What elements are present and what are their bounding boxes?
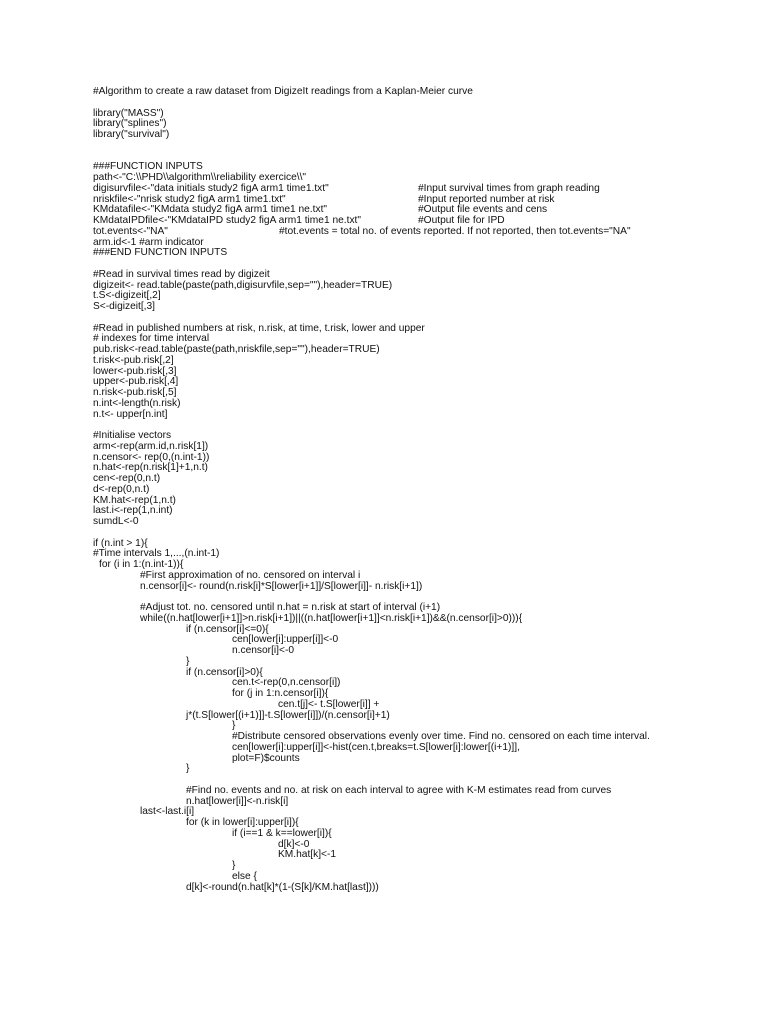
code-line [93,141,743,152]
code-line [93,410,743,421]
code-text: if (n.int > 1){ [93,537,148,549]
code-text: if (n.censor[i]<=0){ [186,623,269,635]
code-line [93,517,743,528]
code-text: } [232,720,236,732]
code-line [93,818,743,829]
code-text: # indexes for time interval [93,333,210,345]
code-text: if (n.censor[i]>0){ [186,666,263,678]
code-line [93,872,743,883]
code-text: sumdL<-0 [93,516,139,527]
code-line [93,506,743,517]
code-line [93,850,743,861]
code-line [93,764,743,775]
code-line [93,754,743,765]
code-text: n.t<- upper[n.int] [93,408,168,420]
code-text: #Read in published numbers at risk, n.risk, at time, t.risk, lower and upper [93,322,425,334]
code-line [93,291,743,302]
code-text: n.censor[i]<- round(n.risk[i]*S[lower[i+1]]/S[lower[i]]- n.risk[i+1]) [140,580,423,592]
code-text: n.censor[i]<-0 [232,645,295,656]
code-line [93,248,743,259]
code-line [93,614,743,625]
code-line [93,474,743,485]
inline-comment: #Output file events and cens [418,204,548,216]
code-text: for (i in 1:(n.int-1)){ [99,559,184,570]
code-text: KM.hat<-rep(1,n.t) [93,494,176,506]
code-line [93,711,743,722]
code-line [93,377,743,388]
inline-comment: #Input reported number at risk [418,193,555,205]
code-text: cen.t<-rep(0,n.censor[i]) [232,677,341,689]
code-line [93,356,743,367]
code-text: for (j in 1:n.censor[i]){ [232,688,329,699]
code-text: n.hat<-rep(n.risk[1]+1,n.t) [93,462,208,474]
code-text: #Initialise vectors [93,430,172,441]
code-text: } [232,860,236,871]
code-text: t.S<-digizeit[,2] [93,290,161,302]
code-line [93,657,743,668]
code-text: library("splines") [93,118,167,130]
code-text: S<-digizeit[,3] [93,301,156,312]
code-text: } [186,655,190,667]
code-text: path<-"C:\\PHD\\algorithm\\reliability exercice\\" [93,172,307,183]
code-text: cen[lower[i]:upper[i]]<-0 [232,634,339,646]
code-text: cen<-rep(0,n.t) [93,473,161,484]
code-text: cen.t[j]<- t.S[lower[i]] + [278,698,380,710]
code-text: digisurvfile<-"data initials study2 figA arm1 time1.txt" [93,182,329,194]
code-line [93,87,743,98]
code-text: KMdatafile<-"KMdata study2 figA arm1 time1 ne.txt" [93,204,328,216]
code-line [93,184,743,195]
code-text: lower<-pub.risk[,3] [93,365,177,377]
code-text: for (k in lower[i]:upper[i]){ [186,817,299,828]
code-text: d[k]<-round(n.hat[k]*(1-(S[k]/KM.hat[last]))) [186,881,379,893]
code-text: while((n.hat[lower[i+1]]>n.risk[i+1])||((n.hat[lower[i+1]]<n.risk[i+1])&&(n.censor[i]>0))){ [140,612,523,624]
code-line [93,829,743,840]
code-text: #Read in survival times read by digizeit [93,268,270,280]
inline-comment: #Output file for IPD [418,215,505,226]
code-line [93,302,743,313]
code-line [93,625,743,636]
code-text: d[k]<-0 [278,838,310,850]
code-line [93,98,743,109]
code-line [93,678,743,689]
code-text: library("survival") [93,129,170,140]
code-line [93,840,743,851]
code-line [93,700,743,711]
code-line [93,743,743,754]
code-text: d<-rep(0,n.t) [93,483,150,495]
code-text: plot=F)$counts [232,752,300,764]
code-line [93,485,743,496]
code-line [93,130,743,141]
code-line [93,399,743,410]
code-line [93,227,743,238]
inline-comment: #tot.events = total no. of events reported. If not reported, then tot.events="NA" [279,225,631,237]
code-text: last.i<-rep(1,n.int) [93,505,173,517]
code-line [93,313,743,324]
code-text: j*(t.S[lower[(i+1)]]-t.S[lower[i]])/(n.censor[i]+1) [186,709,390,721]
code-line [93,528,743,539]
code-text: ###FUNCTION INPUTS [93,161,203,173]
code-line [93,646,743,657]
code-line [93,786,743,797]
code-text: tot.events<-"NA" [93,225,168,237]
code-line [93,668,743,679]
code-line [93,463,743,474]
code-line [93,109,743,120]
code-text: #Distribute censored observations evenly over time. Find no. censored on each time interval. [232,731,650,742]
code-text: library("MASS") [93,107,164,119]
code-line [93,883,743,894]
inline-comment: #Input survival times from graph reading [418,182,600,194]
code-text: #Algorithm to create a raw dataset from DigizeIt readings from a Kaplan-Meier curve [93,86,473,97]
code-text: last<-last.i[i] [140,806,195,818]
code-text: ###END FUNCTION INPUTS [93,247,228,259]
code-listing [93,87,743,893]
code-line [93,582,743,593]
code-text: } [186,763,190,775]
code-text: n.censor<- rep(0,(n.int-1)) [93,451,210,463]
code-text: pub.risk<-read.table(paste(path,nriskfile,sep=""),header=TRUE) [93,344,380,355]
code-text: nriskfile<-"nrisk study2 figA arm1 time1.txt" [93,193,286,205]
code-text: #Adjust tot. no. censored until n.hat = n.risk at start of interval (i+1) [140,602,441,613]
code-text: cen[lower[i]:upper[i]]<-hist(cen.t,breaks=t.S[lower[i]:lower[(i+1)]], [232,741,520,753]
code-line [93,281,743,292]
code-line [93,119,743,130]
code-line [93,270,743,281]
code-text: arm<-rep(arm.id,n.risk[1]) [93,440,209,452]
code-text: upper<-pub.risk[,4] [93,376,179,388]
code-text: n.hat[lower[i]]<-n.risk[i] [186,795,289,807]
code-text: #First approximation of no. censored on interval i [140,569,361,581]
code-text: if (i==1 & k==lower[i]){ [232,827,332,839]
code-line [93,861,743,872]
code-line [93,549,743,560]
code-text: KM.hat[k]<-1 [278,849,337,861]
code-text: KMdataIPDfile<-"KMdataIPD study2 figA arm1 time1 ne.txt" [93,215,361,226]
code-text: arm.id<-1 #arm indicator [93,236,204,248]
code-line [93,367,743,378]
code-line [93,496,743,507]
code-text: t.risk<-pub.risk[,2] [93,354,174,366]
code-line [93,689,743,700]
code-line [93,635,743,646]
code-text: #Find no. events and no. at risk on each interval to agree with K-M estimates read from curves [186,784,612,796]
code-line [93,388,743,399]
code-line [93,420,743,431]
code-text: n.risk<-pub.risk[,5] [93,387,177,398]
code-text: else { [232,870,257,882]
code-line [93,571,743,582]
code-text: digizeit<- read.table(paste(path,digisurvfile,sep=""),header=TRUE) [93,279,393,291]
code-line [93,442,743,453]
code-line [93,345,743,356]
code-text: n.int<-length(n.risk) [93,397,181,409]
code-text: #Time intervals 1,...,(n.int-1) [93,548,220,560]
